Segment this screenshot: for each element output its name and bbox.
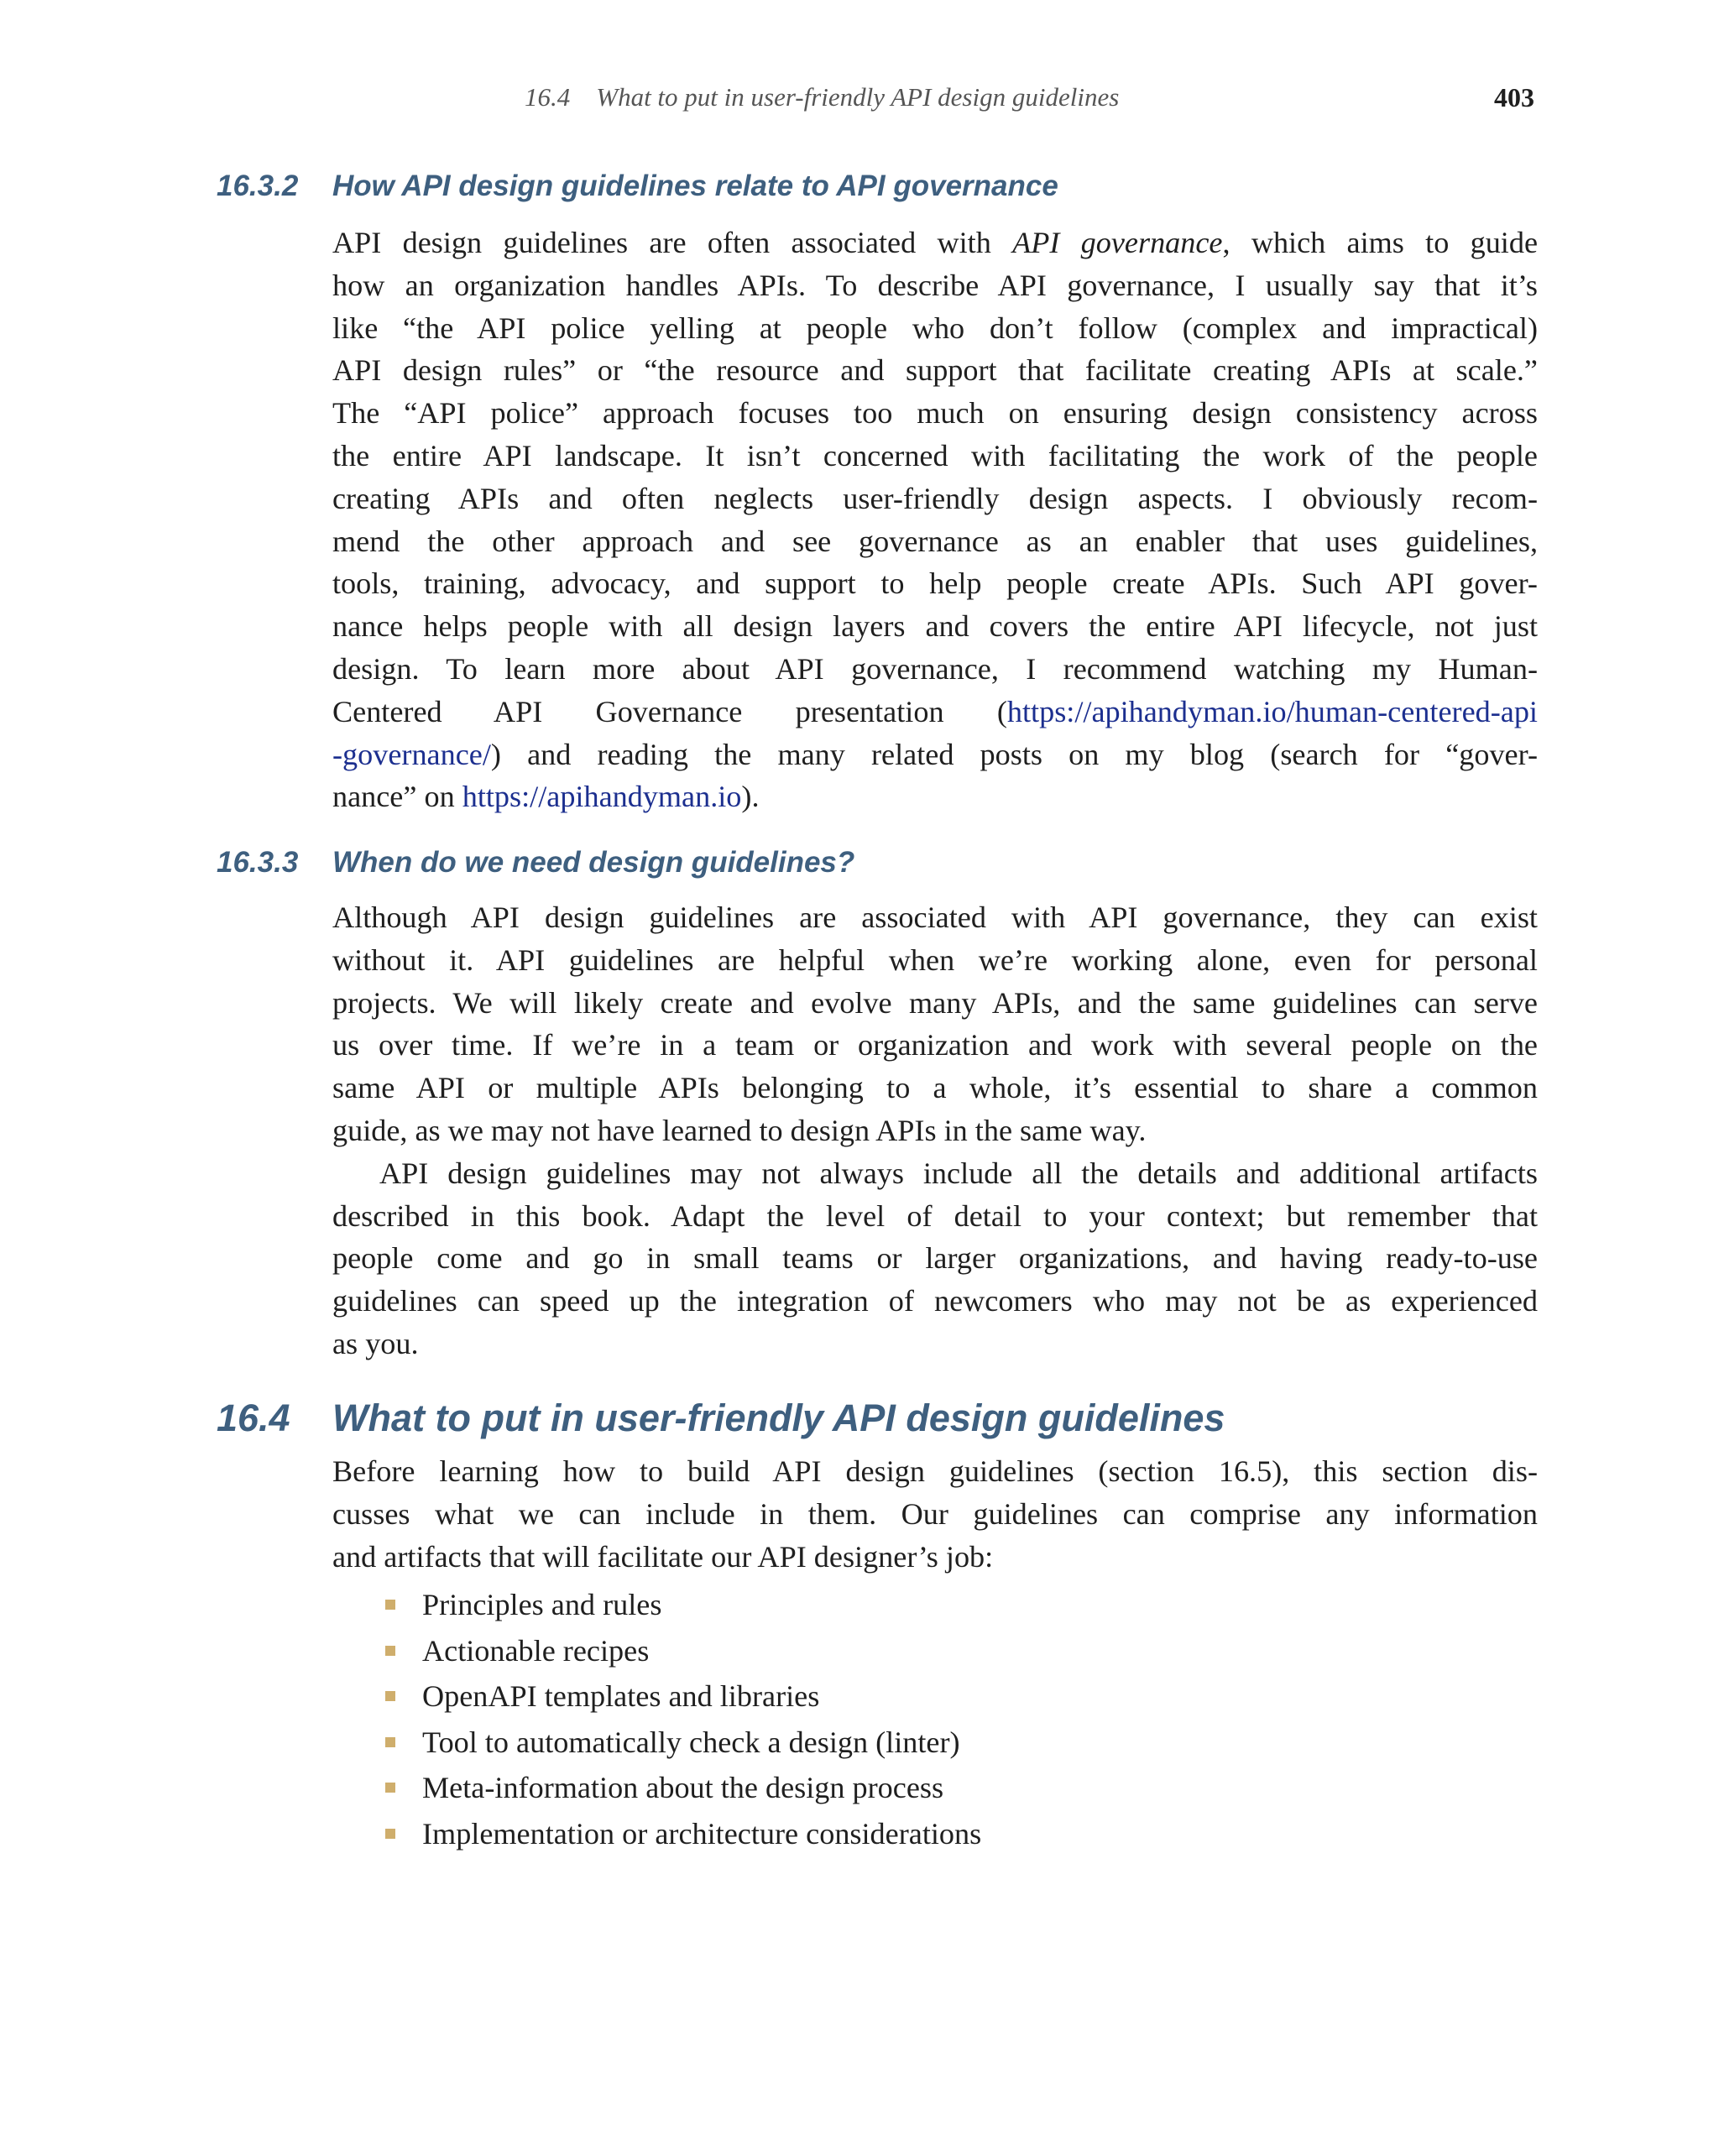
paragraph-line: guide, as we may not have learned to design APIs in the same way. <box>332 1113 1147 1147</box>
section-16-3-2-heading <box>217 170 1058 203</box>
paragraph-line: described in this book. Adapt the level of detail to your context; but remember that <box>332 1198 1538 1233</box>
apihandyman-link[interactable]: https://apihandyman.io <box>462 780 742 814</box>
paragraph-line: without it. API guidelines are helpful when we’re working alone, even for personal <box>332 942 1538 977</box>
paragraph-line: and artifacts that will facilitate our API designer’s job: <box>332 1539 994 1574</box>
emphasis-term: API governance <box>1012 226 1223 259</box>
square-bullet-icon <box>385 1646 395 1656</box>
paragraph-line: creating APIs and often neglects user-friendly design aspects. I obviously recom- <box>332 481 1538 515</box>
square-bullet-icon <box>385 1691 395 1701</box>
paragraph-line: the entire API landscape. It isn’t concerned with facilitating the work of the people <box>332 438 1538 472</box>
paragraph-line: API design guidelines are often associated with API governance, which aims to guide <box>332 226 1539 259</box>
square-bullet-icon <box>385 1829 395 1839</box>
paragraph-line: people come and go in small teams or larger organizations, and having ready-to-use <box>332 1241 1538 1276</box>
paragraph-line: same API or multiple APIs belonging to a whole, it’s essential to share a common <box>332 1071 1538 1105</box>
section-16-3-3-heading <box>217 846 854 880</box>
paragraph-line: Although API design guidelines are associated with API governance, they can exist <box>332 901 1538 934</box>
list-item: Meta-information about the design process <box>382 1765 981 1811</box>
list-item: Tool to automatically check a design (linter) <box>382 1720 981 1766</box>
square-bullet-icon <box>385 1600 395 1610</box>
list-item: Implementation or architecture considerations <box>382 1811 981 1857</box>
paragraph-line: Centered API Governance presentation (https://apihandyman.io/human-centered-api <box>332 694 1538 728</box>
section-number: 16.3.3 <box>217 846 299 879</box>
paragraph-line: as you. <box>332 1326 419 1360</box>
section-title: When do we need design guidelines? <box>332 846 855 879</box>
paragraph-line: tools, training, advocacy, and support to help people create APIs. Such API gover- <box>332 566 1538 601</box>
list-item: OpenAPI templates and libraries <box>382 1673 981 1720</box>
square-bullet-icon <box>385 1783 395 1793</box>
paragraph-line: nance” on https://apihandyman.io). <box>332 780 760 814</box>
section-16-3-2-body <box>332 222 1538 818</box>
list-item: Actionable recipes <box>382 1628 981 1674</box>
list-item: Principles and rules <box>382 1582 981 1628</box>
guidelines-contents-list <box>382 1582 981 1856</box>
paragraph-line: guidelines can speed up the integration of newcomers who may not be as experienced <box>332 1284 1538 1318</box>
paragraph-line: like “the API police yelling at people who don’t follow (complex and impractical) <box>332 311 1538 345</box>
governance-presentation-link-continued[interactable]: -governance/ <box>332 737 491 771</box>
section-16-4-body <box>332 1450 1538 1578</box>
paragraph-line: mend the other approach and see governance as an enabler that uses guidelines, <box>332 524 1538 558</box>
paragraph-line: how an organization handles APIs. To describe API governance, I usually say that it’s <box>332 268 1538 302</box>
paragraph-line: -governance/) and reading the many related posts on my blog (search for “gover- <box>332 737 1538 771</box>
paragraph-line: API design rules” or “the resource and support that facilitate creating APIs at scale.” <box>332 353 1538 388</box>
paragraph-line: cusses what we can include in them. Our guidelines can comprise any information <box>332 1496 1538 1531</box>
paragraph-line: Before learning how to build API design guidelines (section 16.5), this section dis- <box>332 1454 1538 1488</box>
paragraph-line: The “API police” approach focuses too much on ensuring design consistency across <box>332 396 1538 431</box>
paragraph-line: API design guidelines may not always include all the details and additional artifacts <box>379 1156 1538 1190</box>
paragraph-line: projects. We will likely create and evolve many APIs, and the same guidelines can serve <box>332 985 1538 1020</box>
section-16-3-3-body <box>332 896 1538 1365</box>
section-number: 16.4 <box>217 1396 290 1439</box>
governance-presentation-link[interactable]: https://apihandyman.io/human-centered-api <box>1006 694 1538 728</box>
paragraph-line: us over time. If we’re in a team or organization and work with several people on the <box>332 1028 1538 1062</box>
running-head-title: 16.4 What to put in user-friendly API design guidelines <box>525 82 1120 112</box>
paragraph-line: design. To learn more about API governance, I recommend watching my Human- <box>332 651 1538 686</box>
page-number: 403 <box>1494 82 1534 112</box>
square-bullet-icon <box>385 1737 395 1747</box>
section-number: 16.3.2 <box>217 170 299 202</box>
section-title: How API design guidelines relate to API governance <box>332 170 1058 202</box>
section-title: What to put in user-friendly API design guidelines <box>332 1396 1225 1439</box>
paragraph-line: nance helps people with all design layers and covers the entire API lifecycle, not just <box>332 609 1538 644</box>
section-16-4-heading <box>217 1396 1225 1440</box>
